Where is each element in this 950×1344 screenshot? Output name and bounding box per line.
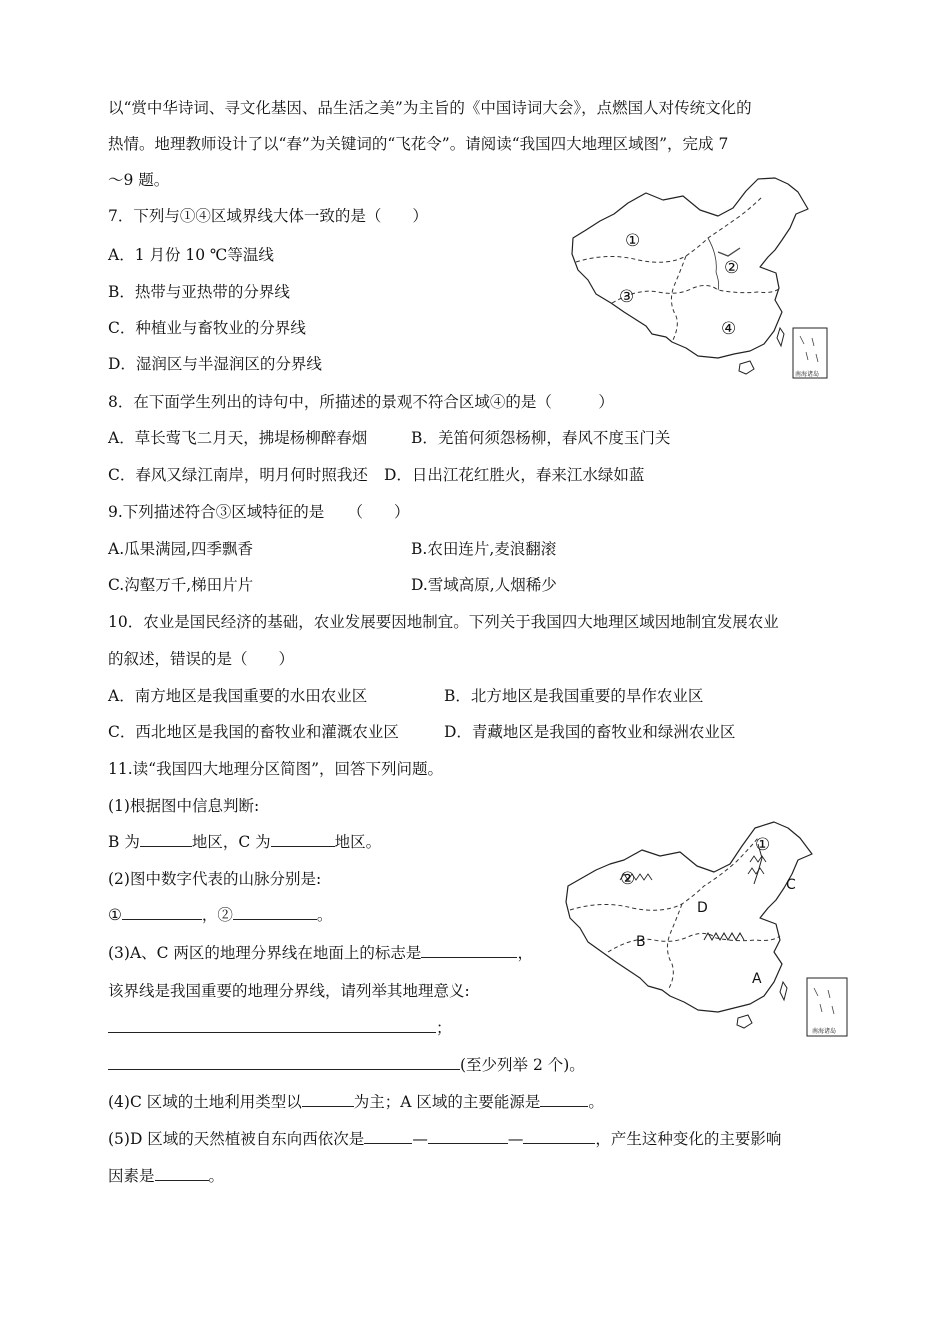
vegetation-blank-1[interactable] xyxy=(364,1129,412,1144)
map2-label-a: A xyxy=(752,971,762,987)
q9-option-d: D.雪域高原,人烟稀少 xyxy=(411,576,557,594)
q11-p5b-end: 。 xyxy=(208,1167,225,1185)
q11-p5b-prefix: 因素是 xyxy=(108,1167,155,1185)
q7-option-c: C．种植业与畜牧业的分界线 xyxy=(108,319,306,337)
map2-inset-caption: 南海诸岛 xyxy=(812,1028,837,1035)
vegetation-blank-2[interactable] xyxy=(428,1129,508,1144)
mountain-2-blank[interactable] xyxy=(233,905,317,920)
significance-blank-2[interactable] xyxy=(108,1055,460,1070)
q11-part-3-line-4 xyxy=(108,1055,585,1075)
q10-option-b: B．北方地区是我国重要的旱作农业区 xyxy=(444,687,704,705)
mountain-1-blank[interactable] xyxy=(122,905,202,920)
q11-part-3-line-1 xyxy=(108,943,533,963)
q7-option-a: A．1 月份 10 ℃等温线 xyxy=(108,246,274,264)
boundary-marker-blank[interactable] xyxy=(421,943,517,958)
q11-part-1-answer-line xyxy=(108,832,381,852)
q11-p2-end: 。 xyxy=(316,906,333,924)
q11-p4-mid: 为主；A 区域的主要能源是 xyxy=(353,1093,541,1111)
intro-line-3: ～9 题。 xyxy=(108,171,170,189)
q11-p5-prefix: (5)D 区域的天然植被自东向西依次是 xyxy=(108,1130,365,1148)
q11-part-5-line-1 xyxy=(108,1129,781,1149)
significance-blank-1[interactable] xyxy=(108,1018,436,1033)
q11-p3c-end: ； xyxy=(436,1019,452,1037)
q10-option-d: D．青藏地区是我国的畜牧业和绿洲农业区 xyxy=(444,723,736,741)
q11-p2-circle-2: ，② xyxy=(201,906,233,924)
map1-label-1: ② xyxy=(724,258,740,278)
land-use-blank[interactable] xyxy=(302,1092,354,1107)
map1-label-2: ① xyxy=(625,231,641,251)
q11-p3d-end: (至少列举 2 个)。 xyxy=(460,1056,585,1074)
q11-p3-suffix: ， xyxy=(517,944,533,962)
q11-p5-suffix: ，产生这种变化的主要影响 xyxy=(595,1130,782,1148)
map1-label-3: ③ xyxy=(619,287,635,307)
q8-option-c: C．春风又绿江南岸，明月何时照我还 xyxy=(108,466,368,484)
q9-stem: 9.下列描述符合③区域特征的是 （ ） xyxy=(108,503,410,521)
q11-part-2: (2)图中数字代表的山脉分别是: xyxy=(108,870,322,888)
q11-p4-prefix: (4)C 区域的土地利用类型以 xyxy=(108,1093,302,1111)
q11-part-3-line-2: 该界线是我国重要的地理分界线，请列举其地理意义: xyxy=(108,982,470,1000)
q10-option-a: A．南方地区是我国重要的水田农业区 xyxy=(108,687,368,705)
energy-blank[interactable] xyxy=(540,1092,588,1107)
q11-p5-dash-1: — xyxy=(412,1130,428,1148)
q11-p1-c-prefix: 地区，C 为 xyxy=(191,833,271,851)
q8-option-d: D．日出江花红胜火，春来江水绿如蓝 xyxy=(384,466,645,484)
map1-inset-caption: 南海诸岛 xyxy=(795,371,820,378)
map2-label-c: C xyxy=(786,877,796,893)
q11-part-1: (1)根据图中信息判断: xyxy=(108,797,260,815)
q10-line-1: 10．农业是国民经济的基础，农业发展要因地制宜。下列关于我国四大地理区域因地制宜发展农业 xyxy=(108,613,779,631)
q7-stem: 7．下列与①④区域界线大体一致的是（ ） xyxy=(108,207,428,225)
intro-line-2: 热情。地理教师设计了以“春”为关键词的“飞花令”。请阅读“我国四大地理区域图”，完成 7 xyxy=(108,135,729,153)
map1-label-4: ④ xyxy=(721,319,737,339)
q9-option-b: B.农田连片,麦浪翻滚 xyxy=(411,540,557,558)
q9-option-a: A.瓜果满园,四季飘香 xyxy=(108,540,254,558)
china-regions-map-2 xyxy=(562,818,852,1040)
intro-line-1: 以“赏中华诗词、寻文化基因、品生活之美”为主旨的《中国诗词大会》，点燃国人对传统文化的 xyxy=(108,99,752,117)
q11-p2-circle-1: ① xyxy=(108,906,122,924)
q10-line-2: 的叙述，错误的是（ ） xyxy=(108,650,295,668)
q11-p5-dash-2: — xyxy=(507,1130,524,1148)
q11-p1-suffix: 地区。 xyxy=(334,833,382,851)
map2-label-1: ① xyxy=(755,835,771,855)
q11-stem: 11.读“我国四大地理分区简图”，回答下列问题。 xyxy=(108,760,443,778)
q8-option-b: B．羌笛何须怨杨柳，春风不度玉门关 xyxy=(411,429,671,447)
q10-option-c: C．西北地区是我国的畜牧业和灌溉农业区 xyxy=(108,723,399,741)
q11-p3-prefix: (3)A、C 两区的地理分界线在地面上的标志是 xyxy=(108,944,422,962)
q7-option-b: B．热带与亚热带的分界线 xyxy=(108,283,290,301)
q11-part-2-answer-line xyxy=(108,905,332,925)
q11-part-3-line-3 xyxy=(108,1018,452,1038)
q8-option-a: A．草长莺飞二月天，拂堤杨柳醉春烟 xyxy=(108,429,368,447)
vegetation-blank-3[interactable] xyxy=(523,1129,595,1144)
map2-label-2: ② xyxy=(620,869,636,889)
q8-stem: 8．在下面学生列出的诗句中，所描述的景观不符合区域④的是（ ） xyxy=(108,393,614,411)
map2-label-b: B xyxy=(636,934,646,950)
q9-option-c: C.沟壑万千,梯田片片 xyxy=(108,576,254,594)
q11-p4-end: 。 xyxy=(588,1093,604,1111)
q11-p1-b-prefix: B 为 xyxy=(108,833,140,851)
factor-blank[interactable] xyxy=(155,1166,209,1181)
china-regions-map-1 xyxy=(568,176,840,386)
q7-option-d: D．湿润区与半湿润区的分界线 xyxy=(108,355,322,373)
c-region-blank[interactable] xyxy=(271,832,335,847)
b-region-blank[interactable] xyxy=(140,832,192,847)
q11-part-4 xyxy=(108,1092,604,1112)
map2-label-d: D xyxy=(697,900,708,916)
q11-part-5-line-2 xyxy=(108,1166,224,1186)
